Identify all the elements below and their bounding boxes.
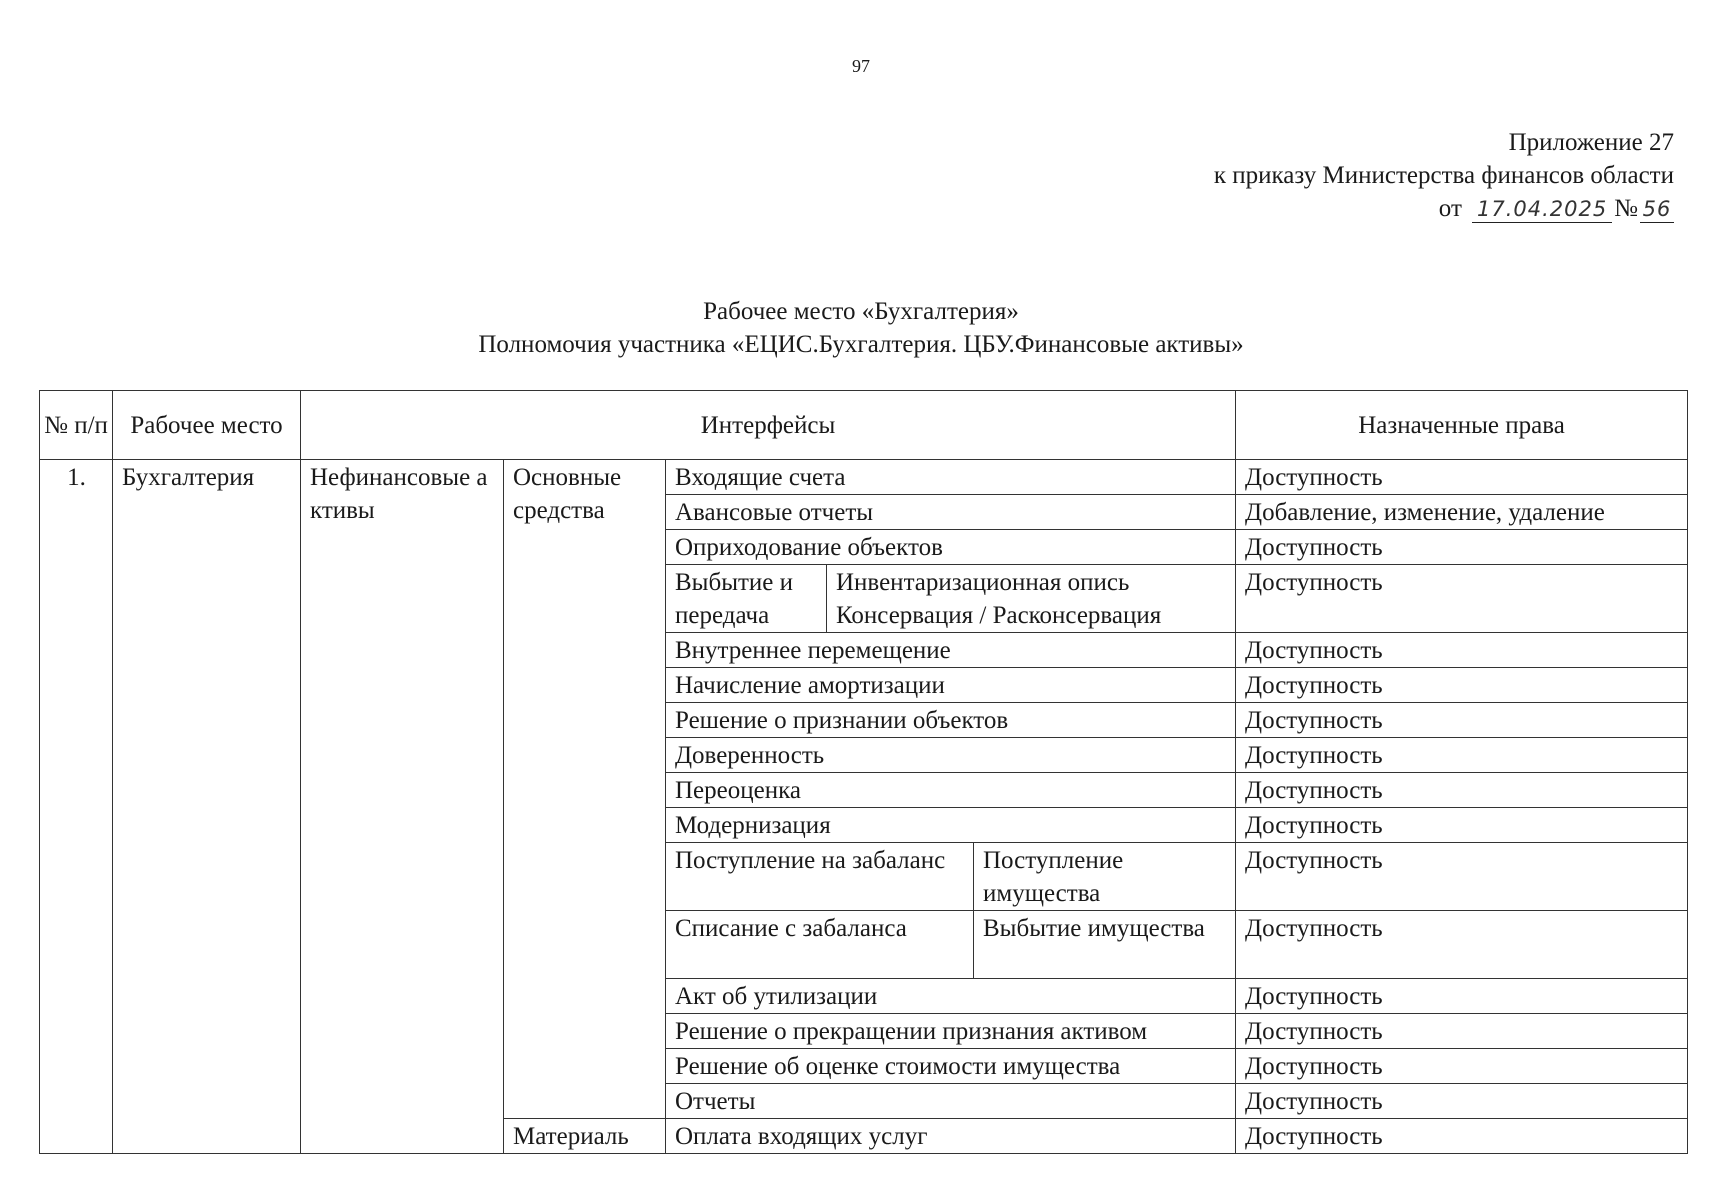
rights-cell: Доступность [1236, 530, 1688, 565]
rights-cell: Доступность [1236, 460, 1688, 495]
title-workplace: Рабочее место «Бухгалтерия» [703, 298, 1019, 325]
date-prefix: от [1438, 195, 1462, 222]
title-participant-rights: Полномочия участника «ЕЦИС.Бухгалтерия. ЦБУ.Финансовые активы» [478, 331, 1244, 358]
page-number: 97 [852, 56, 870, 76]
table-row [40, 460, 1688, 495]
header-number: № п/п [40, 391, 113, 460]
appendix-title: Приложение 27 [1508, 129, 1674, 156]
handwritten-number: 56 [1640, 196, 1674, 223]
number-prefix: № [1614, 195, 1638, 222]
interface-cell: Авансовые отчеты [666, 495, 1236, 530]
header-workplace: Рабочее место [113, 391, 301, 460]
sub-interface-cell: Инвентаризационная опись Консервация / Расконсервация [827, 565, 1236, 633]
interface-cell: Переоценка [666, 773, 1236, 808]
interface-cell: Доверенность [666, 738, 1236, 773]
rights-cell: Доступность [1236, 808, 1688, 843]
rights-cell: Доступность [1236, 565, 1688, 633]
interface-cell: Решение об оценке стоимости имущества [666, 1049, 1236, 1084]
section-cell: Нефинансовые активы [301, 460, 504, 1154]
interface-cell: Внутреннее перемещение [666, 633, 1236, 668]
interface-cell: Выбытие и передача [666, 565, 827, 633]
rights-cell: Добавление, изменение, удаление [1236, 495, 1688, 530]
interface-cell: Модернизация [666, 808, 1236, 843]
interface-cell: Отчеты [666, 1084, 1236, 1119]
rights-cell: Доступность [1236, 1119, 1688, 1154]
rights-cell: Доступность [1236, 1084, 1688, 1119]
rights-cell: Доступность [1236, 738, 1688, 773]
interface-cell: Оприходование объектов [666, 530, 1236, 565]
handwritten-date: 17.04.2025 [1472, 196, 1612, 223]
table-header-row [40, 391, 1688, 460]
subsection-fixed-assets: Основные средства [504, 460, 666, 1119]
workplace-cell: Бухгалтерия [113, 460, 301, 1154]
rights-cell: Доступность [1236, 911, 1688, 979]
interface-cell: Акт об утилизации [666, 979, 1236, 1014]
rights-cell: Доступность [1236, 703, 1688, 738]
interface-cell: Начисление амортизации [666, 668, 1236, 703]
interface-cell: Оплата входящих услуг [666, 1119, 1236, 1154]
appendix-order-reference: к приказу Министерства финансов области [1213, 162, 1674, 189]
subsection-materials: Материаль [504, 1119, 666, 1154]
interface-cell: Списание с забаланса [666, 911, 974, 979]
rights-cell: Доступность [1236, 1014, 1688, 1049]
interface-cell: Решение о прекращении признания активом [666, 1014, 1236, 1049]
interface-cell: Поступление на забаланс [666, 843, 974, 911]
interface-cell: Входящие счета [666, 460, 1236, 495]
rights-cell: Доступность [1236, 843, 1688, 911]
document-title [0, 295, 1722, 361]
rights-cell: Доступность [1236, 1049, 1688, 1084]
rights-cell: Доступность [1236, 633, 1688, 668]
sub-interface-cell: Выбытие имущества [974, 911, 1236, 979]
appendix-date-line [1214, 192, 1674, 225]
header-interfaces: Интерфейсы [301, 391, 1236, 460]
appendix-header [1214, 126, 1674, 225]
rights-cell: Доступность [1236, 979, 1688, 1014]
interface-cell: Решение о признании объектов [666, 703, 1236, 738]
rights-cell: Доступность [1236, 668, 1688, 703]
rights-cell: Доступность [1236, 773, 1688, 808]
rights-table [39, 390, 1688, 1154]
header-rights: Назначенные права [1236, 391, 1688, 460]
row-number: 1. [40, 460, 113, 1154]
sub-interface-cell: Поступление имущества [974, 843, 1236, 911]
